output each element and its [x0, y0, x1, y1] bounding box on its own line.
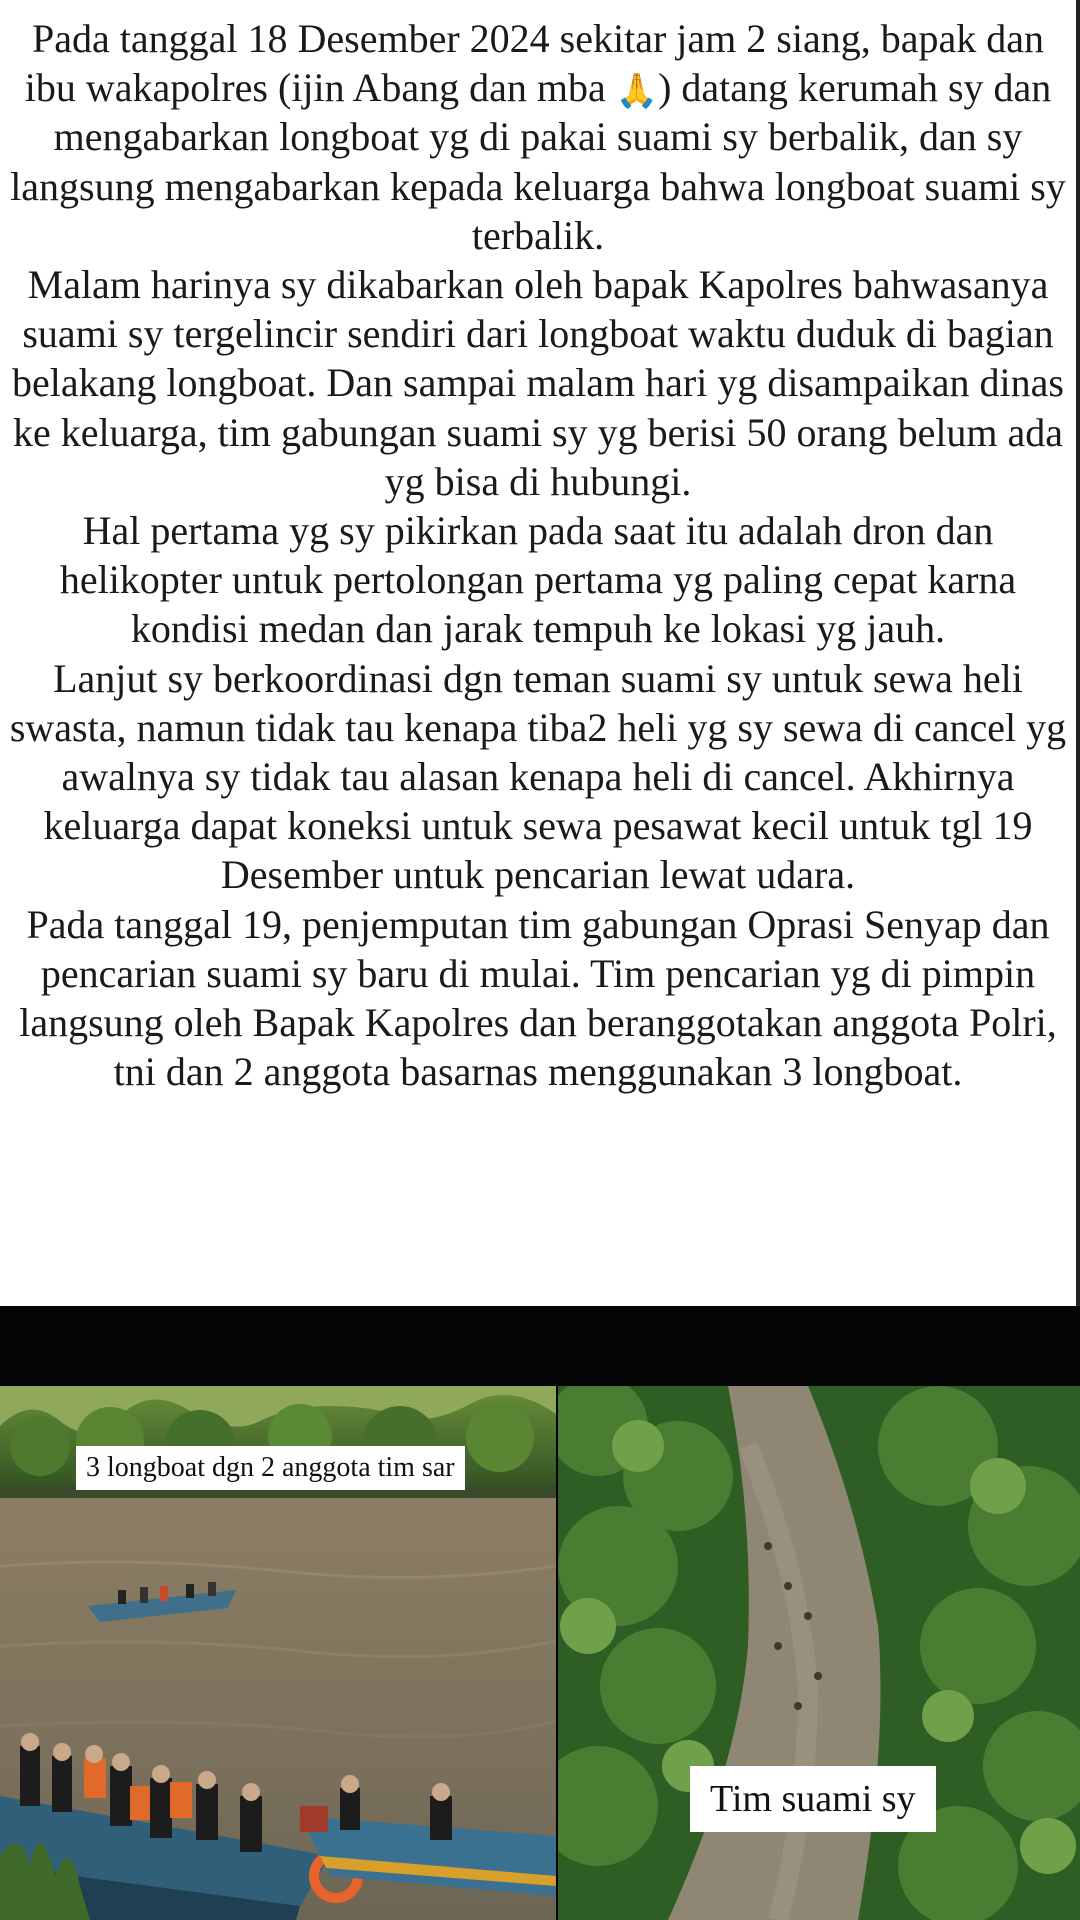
- story-paragraph-2: Malam harinya sy dikabarkan oleh bapak Kapolres bahwasanya suami sy tergelincir sendiri dari longboat waktu duduk di bagian belakang longboat. Dan sampai malam hari yg disampaikan dinas ke keluarga, tim gabungan suami sy yg berisi 50 orang belum ada yg bisa di hubungi.: [12, 262, 1064, 504]
- praying-hands-icon: 🙏: [615, 73, 659, 111]
- story-paragraph-1: [6, 14, 1070, 260]
- right-photo-caption: Tim suami sy: [690, 1766, 936, 1832]
- aerial-river-photo: [558, 1386, 1080, 1920]
- paragraph-1-text-end: ) datang kerumah sy dan mengabarkan longboat yg di pakai suami sy berbalik, dan sy langsung mengabarkan kepada keluarga bahwa longboat suami sy terbalik.: [10, 65, 1066, 258]
- story-paragraph-3: Hal pertama yg sy pikirkan pada saat itu adalah dron dan helikopter untuk pertolongan pertama yg paling cepat karna kondisi medan dan jarak tempuh ke lokasi yg jauh.: [59, 508, 1017, 652]
- river-longboats-photo: [0, 1386, 556, 1920]
- story-text: [6, 14, 1070, 1096]
- story-paragraph-4: Lanjut sy berkoordinasi dgn teman suami sy untuk sewa heli swasta, namun tidak tau kenapa tiba2 heli yg sy sewa di cancel yg awalnya sy tidak tau alasan kenapa heli di cancel. Akhirnya keluarga dapat koneksi untuk sewa pesawat kecil untuk tgl 19 Desember untuk pencarian lewat udara.: [9, 655, 1067, 898]
- aerial-river-illustration: [558, 1386, 1080, 1920]
- left-photo-caption: 3 longboat dgn 2 anggota tim sar: [76, 1446, 465, 1490]
- story-paragraph-5: Pada tanggal 19, penjemputan tim gabungan Oprasi Senyap dan pencarian suami sy baru di mulai. Tim pencarian yg di pimpin langsung oleh Bapak Kapolres dan beranggotakan anggota Polri, tni dan 2 anggota basarnas menggunakan 3 longboat.: [19, 901, 1057, 1095]
- paragraph-1-text-start: Pada tanggal 18 Desember 2024 sekitar jam 2 siang, bapak dan ibu wakapolres (ijin Abang dan mba: [24, 16, 1044, 111]
- black-divider-band: [0, 1306, 1080, 1386]
